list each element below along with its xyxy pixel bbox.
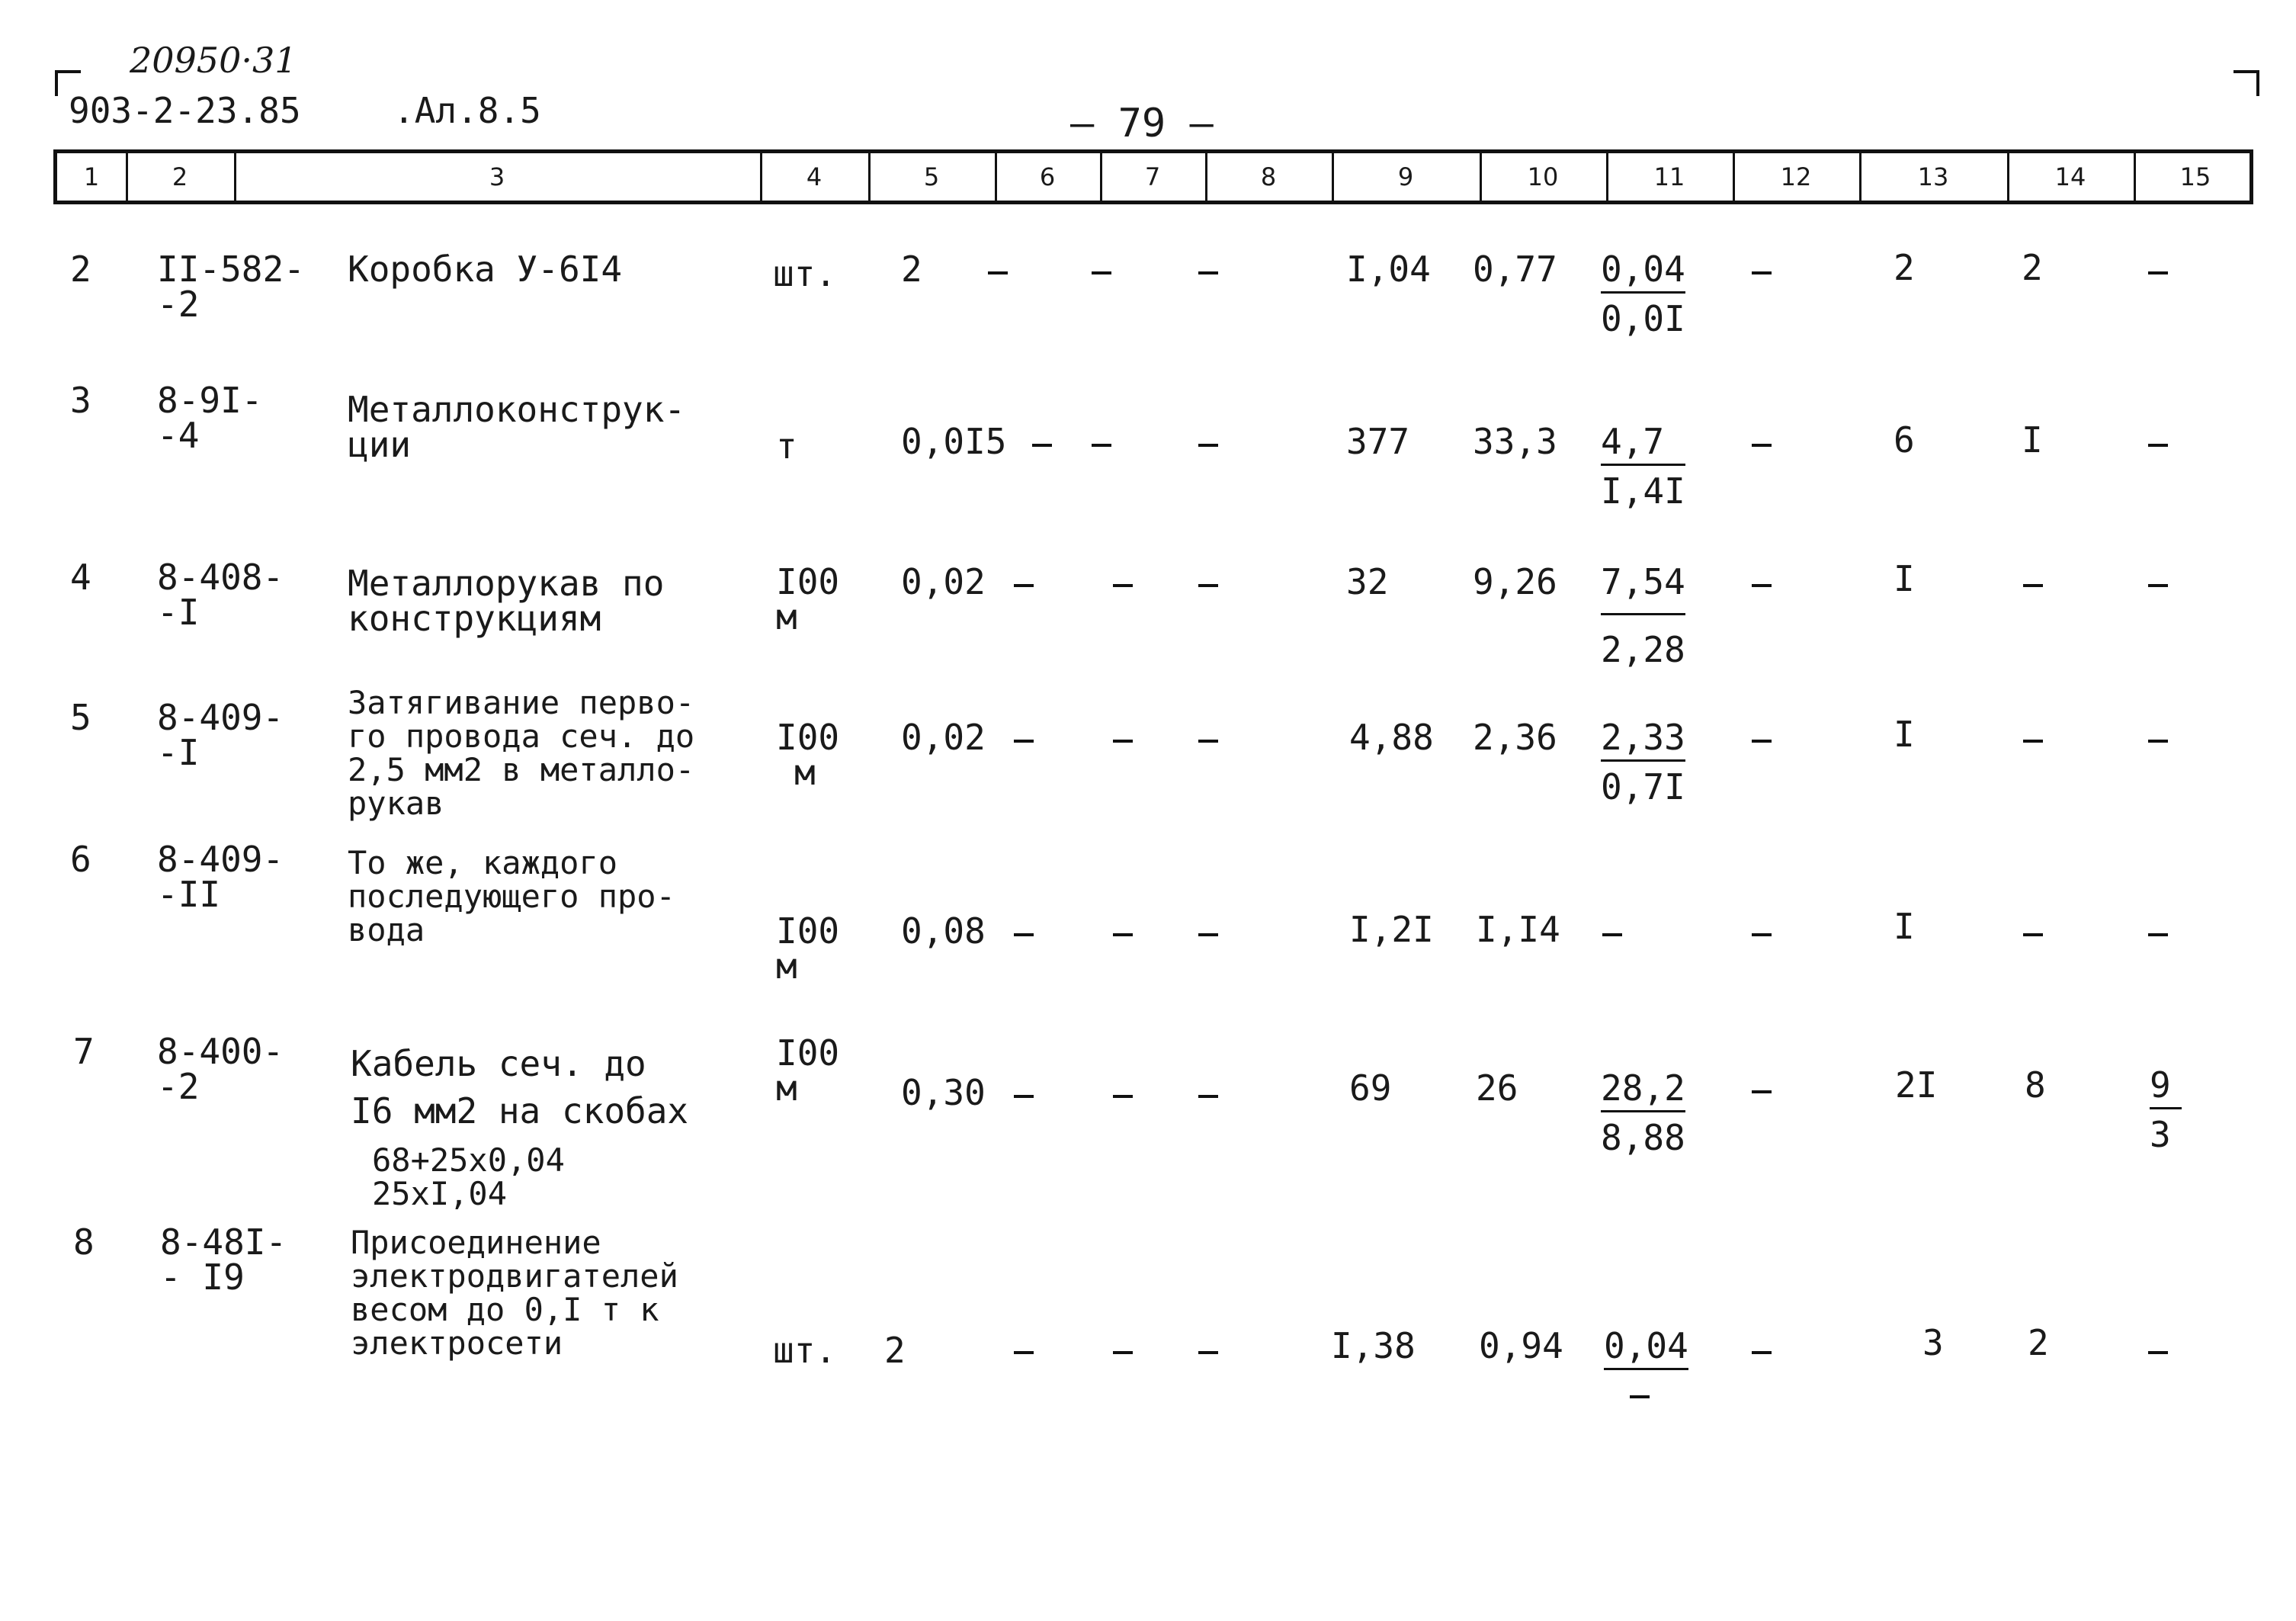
row-3-col7-dash	[1092, 444, 1111, 447]
row-7-col15-denominator: 3	[2150, 1114, 2171, 1155]
row-7-col12-dash	[1752, 1090, 1772, 1093]
row-2-col10: 0,77	[1473, 249, 1557, 290]
header-col-4: 4	[806, 162, 823, 191]
row-7-col11-denominator: 8,88	[1601, 1117, 1685, 1158]
row-7-quantity: 0,30	[901, 1072, 986, 1113]
row-2-col11-numerator: 0,04	[1601, 252, 1685, 294]
row-4-col8-dash	[1198, 584, 1218, 587]
row-7-unit: I00 м	[776, 1032, 840, 1109]
row-5-col8-dash	[1198, 740, 1218, 743]
row-3-unit: т	[776, 425, 797, 467]
row-8-col10: 0,94	[1479, 1325, 1563, 1366]
row-4-unit: I00 м	[776, 561, 840, 637]
row-2-col13: 2	[1894, 247, 1915, 288]
row-2-col12-dash	[1752, 271, 1772, 274]
row-6-col14-dash	[2023, 933, 2043, 936]
row-8-number: 8	[73, 1221, 95, 1263]
row-2-number: 2	[70, 249, 91, 290]
row-8-col15-dash	[2148, 1351, 2168, 1354]
row-3-col11-numerator: 4,7	[1601, 424, 1685, 466]
row-3-col11-denominator: I,4I	[1601, 470, 1685, 512]
row-2-quantity: 2	[901, 249, 922, 290]
row-3-col9: 377	[1346, 421, 1410, 462]
header-col-13: 13	[1917, 162, 1949, 191]
row-7-name: Кабель сеч. до I6 мм2 на скобах	[351, 1043, 689, 1132]
row-7-calculation: 68+25x0,04 25xI,04	[372, 1141, 565, 1213]
row-3-col10: 33,3	[1473, 421, 1557, 462]
row-3-name: Металлоконструк- ции	[348, 389, 686, 465]
row-8-unit: шт.	[773, 1330, 837, 1371]
row-5-code: 8-409- -I	[157, 697, 284, 773]
row-7-col8-dash	[1198, 1095, 1218, 1098]
row-2-col11-denominator: 0,0I	[1601, 298, 1685, 339]
row-5-col10: 2,36	[1473, 717, 1557, 758]
row-5-quantity: 0,02	[901, 717, 986, 758]
row-5-col11-fraction	[1601, 717, 1685, 807]
row-2-col9: I,04	[1346, 249, 1431, 290]
header-col-11: 11	[1653, 162, 1685, 191]
row-4-col14-dash	[2023, 584, 2043, 587]
header-col-15: 15	[2179, 162, 2211, 191]
row-3-col8-dash	[1198, 444, 1218, 447]
row-8-col7-dash	[1113, 1351, 1133, 1354]
row-3-col6-dash	[1032, 444, 1052, 447]
row-7-col11-numerator: 28,2	[1601, 1071, 1685, 1112]
row-3-col13: 6	[1894, 419, 1915, 461]
handwritten-code: 20950·31	[130, 40, 297, 81]
header-col-5: 5	[923, 162, 940, 191]
row-7-col15-numerator: 9	[2150, 1067, 2182, 1109]
row-2-unit: шт.	[773, 253, 837, 294]
row-6-col7-dash	[1113, 933, 1133, 936]
top-right-corner-mark	[2233, 70, 2259, 96]
row-7-col14: 8	[2025, 1064, 2046, 1106]
document-designation: 903-2-23.85	[69, 90, 301, 131]
row-5-col12-dash	[1752, 740, 1772, 743]
row-7-number: 7	[73, 1031, 95, 1072]
row-8-col11-denominator-dash	[1630, 1395, 1650, 1398]
header-col-12: 12	[1780, 162, 1812, 191]
page-number: — 79 —	[1070, 101, 1214, 146]
row-8-col9: I,38	[1331, 1325, 1416, 1366]
row-3-quantity: 0,0I5	[901, 421, 1007, 462]
row-4-col7-dash	[1113, 584, 1133, 587]
row-5-col6-dash	[1014, 740, 1034, 743]
row-4-name: Металлорукав по конструкциям	[348, 563, 665, 639]
row-8-code: 8-48I- - I9	[160, 1221, 287, 1298]
header-col-3: 3	[489, 162, 505, 191]
row-4-col12-dash	[1752, 584, 1772, 587]
row-8-col11-fraction	[1604, 1325, 1688, 1370]
row-8-col6-dash	[1014, 1351, 1034, 1354]
row-8-name: Присоединение электродвигателей весом до 0,I т к электросети	[351, 1224, 678, 1363]
row-5-col15-dash	[2148, 740, 2168, 743]
header-col-1: 1	[83, 162, 100, 191]
row-4-col11-numerator: 7,54	[1601, 564, 1685, 615]
header-col-10: 10	[1527, 162, 1559, 191]
row-8-col13: 3	[1922, 1322, 1944, 1363]
row-5-unit: I00 м	[776, 717, 840, 793]
row-5-col11-numerator: 2,33	[1601, 720, 1685, 762]
row-5-number: 5	[70, 697, 91, 738]
row-4-quantity: 0,02	[901, 561, 986, 602]
row-2-col15-dash	[2148, 271, 2168, 274]
row-5-col9: 4,88	[1349, 717, 1434, 758]
row-7-code: 8-400- -2	[157, 1031, 284, 1107]
header-col-6: 6	[1039, 162, 1056, 191]
row-6-col13: I	[1894, 906, 1915, 947]
row-5-name: Затягивание перво- го провода сеч. до 2,5 мм2 в металло- рукав	[348, 684, 695, 823]
header-col-14: 14	[2054, 162, 2086, 191]
row-7-col13: 2I	[1895, 1064, 1938, 1106]
row-5-col11-denominator: 0,7I	[1601, 766, 1685, 807]
row-2-col8-dash	[1198, 271, 1218, 274]
row-6-col6-dash	[1014, 933, 1034, 936]
row-2-col6-dash	[988, 271, 1008, 274]
header-col-9: 9	[1397, 162, 1414, 191]
row-3-col12-dash	[1752, 444, 1772, 447]
row-6-name: То же, каждого последующего про- вода	[348, 844, 675, 949]
row-7-col11-fraction	[1601, 1067, 1685, 1158]
row-3-col15-dash	[2148, 444, 2168, 447]
row-2-name: Коробка У-6I4	[348, 249, 623, 290]
row-6-col12-dash	[1752, 933, 1772, 936]
row-4-col9: 32	[1346, 561, 1389, 602]
row-8-col14: 2	[2028, 1322, 2049, 1363]
row-8-col8-dash	[1198, 1351, 1218, 1354]
row-4-number: 4	[70, 557, 91, 598]
row-2-col11-fraction	[1601, 249, 1685, 339]
row-6-col15-dash	[2148, 933, 2168, 936]
row-7-col10: 26	[1476, 1067, 1518, 1109]
row-2-col14: 2	[2022, 247, 2043, 288]
table-header	[53, 149, 2253, 204]
row-4-col10: 9,26	[1473, 561, 1557, 602]
header-col-8: 8	[1260, 162, 1277, 191]
row-6-code: 8-409- -II	[157, 839, 284, 915]
header-col-7: 7	[1144, 162, 1161, 191]
row-4-col11-denominator: 2,28	[1601, 629, 1685, 670]
row-4-code: 8-408- -I	[157, 557, 284, 633]
row-8-quantity: 2	[884, 1330, 906, 1371]
row-6-quantity: 0,08	[901, 910, 986, 952]
row-5-col7-dash	[1113, 740, 1133, 743]
row-6-col9: I,2I	[1349, 909, 1434, 950]
row-6-col10: I,I4	[1476, 909, 1560, 950]
row-8-col12-dash	[1752, 1351, 1772, 1354]
row-4-col15-dash	[2148, 584, 2168, 587]
row-6-unit: I00 м	[776, 910, 840, 987]
row-3-col11-fraction	[1601, 421, 1685, 512]
row-6-number: 6	[70, 839, 91, 880]
row-7-col15-fraction	[2150, 1064, 2182, 1155]
row-2-code: II-582- -2	[157, 249, 305, 325]
row-3-col14: I	[2022, 419, 2043, 461]
row-5-col14-dash	[2023, 740, 2043, 743]
row-3-number: 3	[70, 380, 91, 421]
album-reference: .Ал.8.5	[393, 90, 541, 131]
row-7-col6-dash	[1014, 1095, 1034, 1098]
row-5-col13: I	[1894, 714, 1915, 755]
row-7-col9: 69	[1349, 1067, 1392, 1109]
row-4-col13: I	[1894, 558, 1915, 599]
row-4-col11-fraction	[1601, 561, 1685, 670]
row-4-col6-dash	[1014, 584, 1034, 587]
row-2-col7-dash	[1092, 271, 1111, 274]
row-3-code: 8-9I- -4	[157, 380, 263, 456]
row-6-col11-dash	[1602, 933, 1622, 936]
row-6-col8-dash	[1198, 933, 1218, 936]
row-7-col7-dash	[1113, 1095, 1133, 1098]
header-col-2: 2	[172, 162, 188, 191]
row-8-col11-numerator: 0,04	[1604, 1328, 1688, 1370]
